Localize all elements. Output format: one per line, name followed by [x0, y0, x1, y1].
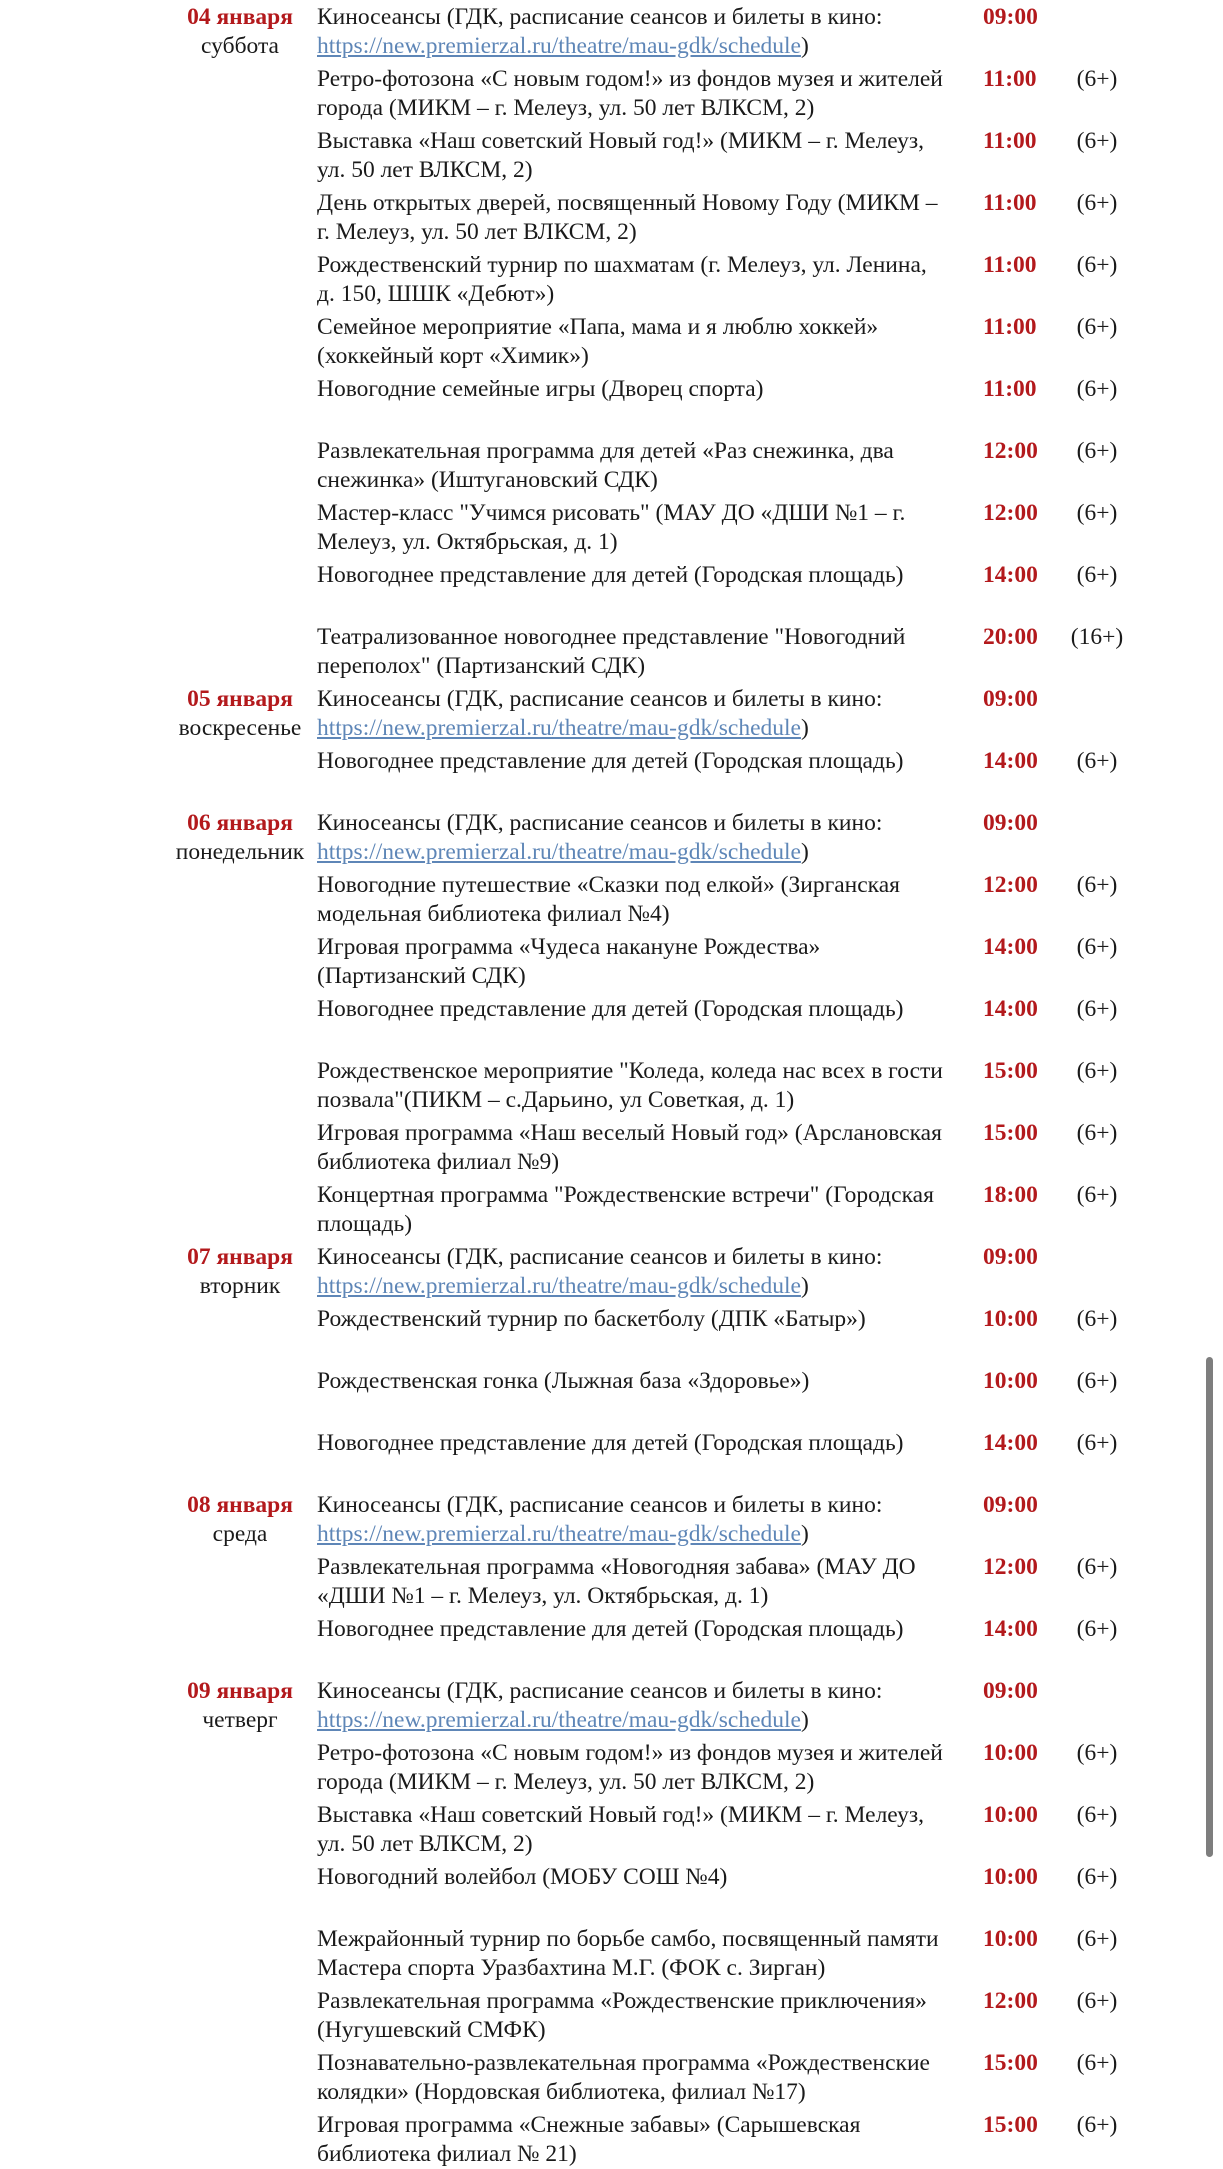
event-title-text: Выставка «Наш советский Новый год!» (МИКМ – г. Мелеуз, ул. 50 лет ВЛКСМ, 2) [317, 1802, 925, 1857]
event-time: 11:00 [983, 314, 1037, 340]
event-title [317, 3, 977, 61]
event-time: 09:00 [983, 810, 1038, 836]
age-rating: (6+) [1076, 562, 1118, 588]
event-title [317, 127, 977, 185]
event-title [317, 1553, 977, 1611]
weekday-label: воскресенье [178, 715, 302, 741]
date-label: 08 января [187, 1492, 293, 1518]
event-title-text: Ретро-фотозона «С новым годом!» из фондов музея и жителей города (МИКМ – г. Мелеуз, ул. 50 лет ВЛКСМ, 2) [317, 1740, 943, 1795]
age-rating: (6+) [1076, 1430, 1118, 1456]
event-title-text: Киносеансы (ГДК, расписание сеансов и билеты в кино: [317, 1492, 883, 1518]
event-title-text: Мастер-класс "Учимся рисовать" (МАУ ДО «ДШИ №1 – г. Мелеуз, ул. Октябрьская, д. 1) [317, 500, 906, 555]
event-title-text: Киносеансы (ГДК, расписание сеансов и билеты в кино: [317, 1678, 883, 1704]
date-label: 09 января [187, 1678, 293, 1704]
age-rating: (6+) [1076, 1120, 1118, 1146]
age-rating: (6+) [1076, 1306, 1118, 1332]
event-title [317, 809, 977, 867]
event-title [317, 1739, 977, 1797]
event-title-text: День открытых дверей, посвященный Новому Году (МИКМ – г. Мелеуз, ул. 50 лет ВЛКСМ, 2) [317, 190, 938, 245]
event-title [317, 65, 977, 123]
event-time: 10:00 [983, 1802, 1038, 1828]
age-rating: (6+) [1076, 376, 1118, 402]
schedule-link[interactable]: https://new.premierzal.ru/theatre/mau-gdk/schedule [317, 33, 801, 59]
age-rating: (6+) [1076, 1058, 1118, 1084]
day-header [168, 1243, 312, 1301]
event-title [317, 1429, 977, 1458]
event-title-text: Новогоднее представление для детей (Городская площадь) [317, 996, 904, 1022]
event-title-text: Концертная программа "Рождественские встречи" (Городская площадь) [317, 1182, 934, 1237]
event-title [317, 933, 977, 991]
date-label: 05 января [187, 686, 293, 712]
day-header [168, 809, 312, 867]
age-rating: (6+) [1076, 1926, 1118, 1952]
event-title [317, 1863, 977, 1892]
event-title [317, 1181, 977, 1239]
event-time: 11:00 [983, 376, 1037, 402]
event-time: 12:00 [983, 438, 1038, 464]
event-title-text: Игровая программа «Снежные забавы» (Сарышевская библиотека филиал № 21) [317, 2112, 861, 2167]
event-title-text: Игровая программа «Наш веселый Новый год» (Арслановская библиотека филиал №9) [317, 1120, 942, 1175]
event-time: 14:00 [983, 562, 1038, 588]
day-header [168, 3, 312, 61]
age-rating: (6+) [1076, 66, 1118, 92]
age-rating: (6+) [1076, 1616, 1118, 1642]
event-title-text: Семейное мероприятие «Папа, мама и я люблю хоккей» (хоккейный корт «Химик») [317, 314, 879, 369]
event-title [317, 1801, 977, 1859]
event-time: 10:00 [983, 1864, 1038, 1890]
event-title [317, 1243, 977, 1301]
event-title-suffix: ) [800, 715, 809, 741]
event-title-text: Ретро-фотозона «С новым годом!» из фондов музея и жителей города (МИКМ – г. Мелеуз, ул. 50 лет ВЛКСМ, 2) [317, 66, 943, 121]
age-rating: (6+) [1076, 1864, 1118, 1890]
event-title-text: Киносеансы (ГДК, расписание сеансов и билеты в кино: [317, 4, 883, 30]
event-title-suffix: ) [800, 33, 809, 59]
age-rating: (6+) [1076, 1988, 1118, 2014]
event-title-text: Новогоднее представление для детей (Городская площадь) [317, 562, 904, 588]
schedule-link[interactable]: https://new.premierzal.ru/theatre/mau-gdk/schedule [317, 1707, 801, 1733]
weekday-label: вторник [199, 1273, 281, 1299]
age-rating: (16+) [1070, 624, 1124, 650]
event-title-text: Развлекательная программа «Рождественские приключения» (Нугушевский СМФК) [317, 1988, 927, 2043]
event-title [317, 2049, 977, 2107]
event-time: 12:00 [983, 872, 1038, 898]
schedule-link[interactable]: https://new.premierzal.ru/theatre/mau-gdk/schedule [317, 839, 801, 865]
event-title-text: Межрайонный турнир по борьбе самбо, посвященный памяти Мастера спорта Уразбахтина М.Г. (ФОК с. Зирган) [317, 1926, 939, 1981]
schedule-link[interactable]: https://new.premierzal.ru/theatre/mau-gdk/schedule [317, 1273, 801, 1299]
event-title-text: Рождественский турнир по баскетболу (ДПК «Батыр») [317, 1306, 866, 1332]
event-title-text: Киносеансы (ГДК, расписание сеансов и билеты в кино: [317, 686, 883, 712]
event-title-suffix: ) [800, 1521, 809, 1547]
date-label: 04 января [187, 4, 293, 30]
day-header [168, 685, 312, 743]
age-rating: (6+) [1076, 128, 1118, 154]
age-rating: (6+) [1076, 314, 1118, 340]
age-rating: (6+) [1076, 1740, 1118, 1766]
event-title [317, 2111, 977, 2169]
age-rating: (6+) [1076, 1802, 1118, 1828]
event-title [317, 1491, 977, 1549]
event-title [317, 1119, 977, 1177]
event-time: 09:00 [983, 686, 1038, 712]
age-rating: (6+) [1076, 1368, 1118, 1394]
event-title [317, 995, 977, 1024]
event-title [317, 1367, 977, 1396]
event-title-suffix: ) [800, 839, 809, 865]
age-rating: (6+) [1076, 252, 1118, 278]
age-rating: (6+) [1076, 500, 1118, 526]
event-time: 10:00 [983, 1306, 1038, 1332]
event-title-text: Игровая программа «Чудеса накануне Рождества» (Партизанский СДК) [317, 934, 821, 989]
event-title-text: Выставка «Наш советский Новый год!» (МИКМ – г. Мелеуз, ул. 50 лет ВЛКСМ, 2) [317, 128, 925, 183]
weekday-label: четверг [202, 1707, 278, 1733]
event-title [317, 1615, 977, 1644]
age-rating: (6+) [1076, 438, 1118, 464]
event-time: 11:00 [983, 190, 1037, 216]
event-time: 14:00 [983, 748, 1038, 774]
event-time: 10:00 [983, 1926, 1038, 1952]
event-time: 15:00 [983, 2112, 1038, 2138]
event-time: 18:00 [983, 1182, 1038, 1208]
event-title [317, 313, 977, 371]
age-rating: (6+) [1076, 996, 1118, 1022]
event-title-text: Новогодние семейные игры (Дворец спорта) [317, 376, 764, 402]
vertical-scrollbar[interactable] [1206, 1357, 1213, 1857]
event-title-text: Киносеансы (ГДК, расписание сеансов и билеты в кино: [317, 1244, 883, 1270]
event-time: 10:00 [983, 1368, 1038, 1394]
event-time: 09:00 [983, 1244, 1038, 1270]
weekday-label: суббота [201, 33, 279, 59]
event-title-suffix: ) [800, 1707, 809, 1733]
event-time: 14:00 [983, 1430, 1038, 1456]
event-time: 15:00 [983, 1058, 1038, 1084]
date-label: 07 января [187, 1244, 293, 1270]
event-title-text: Рождественский турнир по шахматам (г. Мелеуз, ул. Ленина, д. 150, ШШК «Дебют») [317, 252, 927, 307]
event-time: 10:00 [983, 1740, 1038, 1766]
age-rating: (6+) [1076, 872, 1118, 898]
event-time: 09:00 [983, 1678, 1038, 1704]
event-time: 11:00 [983, 128, 1037, 154]
event-title [317, 251, 977, 309]
event-time: 15:00 [983, 1120, 1038, 1146]
age-rating: (6+) [1076, 2112, 1118, 2138]
event-title-suffix: ) [800, 1273, 809, 1299]
event-time: 14:00 [983, 996, 1038, 1022]
event-title [317, 499, 977, 557]
event-time: 12:00 [983, 1988, 1038, 2014]
age-rating: (6+) [1076, 934, 1118, 960]
event-title [317, 871, 977, 929]
event-title [317, 685, 977, 743]
day-header [168, 1677, 312, 1735]
event-time: 12:00 [983, 1554, 1038, 1580]
event-title-text: Рождественское мероприятие "Коледа, коледа нас всех в гости позвала"(ПИКМ – с.Дарьино, ул Советкая, д. 1) [317, 1058, 943, 1113]
event-title-text: Развлекательная программа для детей «Раз снежинка, два снежинка» (Иштугановский СДК) [317, 438, 894, 493]
weekday-label: понедельник [175, 839, 305, 865]
date-label: 06 января [187, 810, 293, 836]
event-time: 12:00 [983, 500, 1038, 526]
age-rating: (6+) [1076, 748, 1118, 774]
event-title-text: Познавательно-развлекательная программа «Рождественские колядки» (Нордовская библиотека, филиал №17) [317, 2050, 930, 2105]
day-header [168, 1491, 312, 1549]
event-title [317, 1925, 977, 1983]
event-title-text: Киносеансы (ГДК, расписание сеансов и билеты в кино: [317, 810, 883, 836]
event-title-text: Театрализованное новогоднее представление "Новогодний переполох" (Партизанский СДК) [317, 624, 906, 679]
event-title [317, 623, 977, 681]
weekday-label: среда [212, 1521, 268, 1547]
event-time: 11:00 [983, 66, 1037, 92]
event-title [317, 561, 977, 590]
event-title-text: Новогоднее представление для детей (Городская площадь) [317, 1616, 904, 1642]
event-time: 20:00 [983, 624, 1038, 650]
event-title [317, 1057, 977, 1115]
age-rating: (6+) [1076, 2050, 1118, 2076]
event-title-text: Развлекательная программа «Новогодняя забава» (МАУ ДО «ДШИ №1 – г. Мелеуз, ул. Октябрьская, д. 1) [317, 1554, 916, 1609]
event-time: 15:00 [983, 2050, 1038, 2076]
event-title-text: Новогодний волейбол (МОБУ СОШ №4) [317, 1864, 728, 1890]
schedule-link[interactable]: https://new.premierzal.ru/theatre/mau-gdk/schedule [317, 715, 801, 741]
event-title [317, 437, 977, 495]
event-title [317, 189, 977, 247]
event-title [317, 1987, 977, 2045]
event-title [317, 747, 977, 776]
event-time: 14:00 [983, 1616, 1038, 1642]
event-time: 09:00 [983, 1492, 1038, 1518]
event-title-text: Новогодние путешествие «Сказки под елкой» (Зирганская модельная библиотека филиал №4) [317, 872, 900, 927]
event-time: 11:00 [983, 252, 1037, 278]
event-time: 14:00 [983, 934, 1038, 960]
event-title [317, 1305, 977, 1334]
schedule-link[interactable]: https://new.premierzal.ru/theatre/mau-gdk/schedule [317, 1521, 801, 1547]
age-rating: (6+) [1076, 190, 1118, 216]
age-rating: (6+) [1076, 1182, 1118, 1208]
event-title-text: Новогоднее представление для детей (Городская площадь) [317, 748, 904, 774]
event-title-text: Новогоднее представление для детей (Городская площадь) [317, 1430, 904, 1456]
age-rating: (6+) [1076, 1554, 1118, 1580]
event-title [317, 375, 977, 404]
event-title-text: Рождественская гонка (Лыжная база «Здоровье») [317, 1368, 810, 1394]
event-title [317, 1677, 977, 1735]
event-time: 09:00 [983, 4, 1038, 30]
